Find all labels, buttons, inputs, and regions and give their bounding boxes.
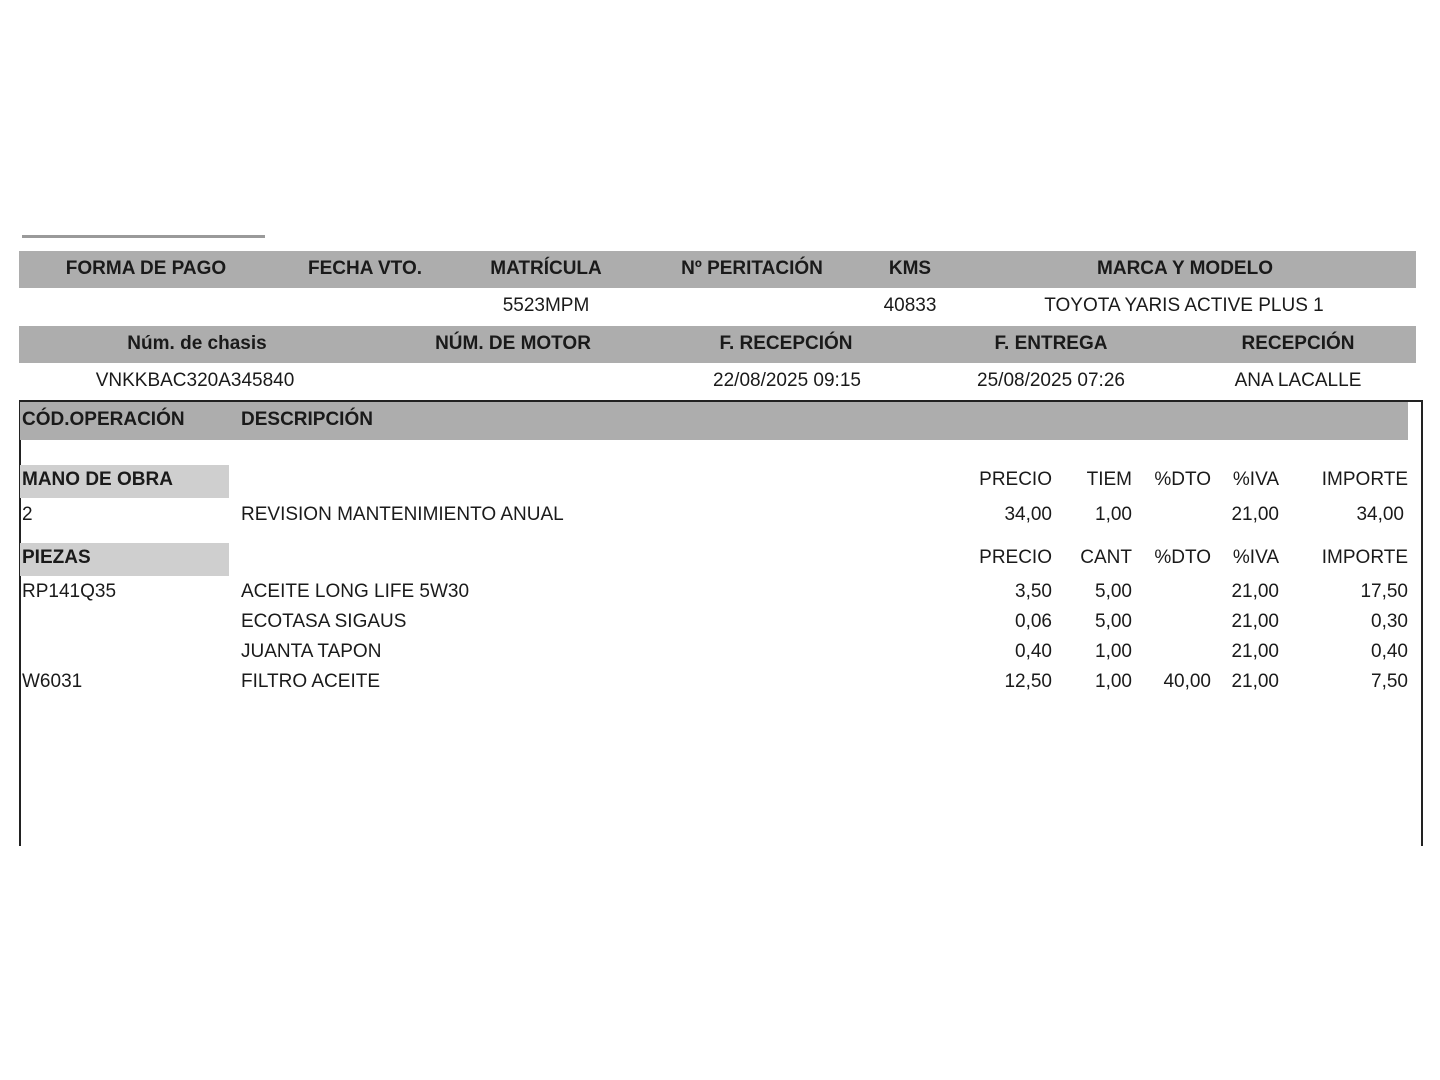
value-marca-modelo: TOYOTA YARIS ACTIVE PLUS 1: [1044, 295, 1324, 316]
value-f-recepcion: 22/08/2025 09:15: [713, 370, 861, 391]
section-piezas-title: PIEZAS: [22, 547, 91, 568]
header-chasis: Núm. de chasis: [127, 333, 267, 354]
table-row-iva: 21,00: [1231, 611, 1279, 632]
table-row-cant: 5,00: [1095, 581, 1132, 602]
table-row-importe: 34,00: [1356, 504, 1404, 525]
value-matricula: 5523MPM: [502, 295, 590, 316]
table-row-iva: 21,00: [1231, 504, 1279, 525]
header-fecha-vto: FECHA VTO.: [307, 258, 423, 279]
piezas-col-iva: %IVA: [1232, 547, 1279, 568]
table-row-codigo: RP141Q35: [22, 581, 117, 602]
top-rule: [22, 235, 265, 238]
mano-obra-col-iva: %IVA: [1232, 469, 1279, 490]
col-cod-operacion: CÓD.OPERACIÓN: [22, 409, 185, 430]
piezas-col-importe: IMPORTE: [1321, 547, 1408, 568]
section-mano-obra-title: MANO DE OBRA: [22, 469, 173, 490]
table-row-codigo: W6031: [22, 671, 83, 692]
header-forma-pago: FORMA DE PAGO: [65, 258, 227, 279]
table-row-iva: 21,00: [1231, 671, 1279, 692]
table-row-importe: 17,50: [1360, 581, 1408, 602]
table-row-precio: 34,00: [1004, 504, 1052, 525]
piezas-col-dto: %DTO: [1154, 547, 1211, 568]
value-chasis: VNKKBAC320A345840: [95, 370, 295, 391]
table-row-precio: 12,50: [1004, 671, 1052, 692]
header-matricula: MATRÍCULA: [490, 258, 602, 279]
table-row-importe: 0,40: [1371, 641, 1408, 662]
header-motor: NÚM. DE MOTOR: [435, 333, 591, 354]
mano-obra-col-importe: IMPORTE: [1321, 469, 1408, 490]
table-row-descripcion: REVISION MANTENIMIENTO ANUAL: [241, 504, 564, 525]
mano-obra-col-tiem: TIEM: [1086, 469, 1132, 490]
piezas-col-cant: CANT: [1080, 547, 1132, 568]
table-row-iva: 21,00: [1231, 581, 1279, 602]
table-row-cant: 1,00: [1095, 641, 1132, 662]
header-peritacion: Nº PERITACIÓN: [681, 258, 823, 279]
value-kms: 40833: [883, 295, 937, 316]
table-row-descripcion: JUANTA TAPON: [241, 641, 382, 662]
header-kms: KMS: [888, 258, 932, 279]
col-descripcion: DESCRIPCIÓN: [241, 409, 373, 430]
table-row-importe: 7,50: [1371, 671, 1408, 692]
table-row-dto: 40,00: [1163, 671, 1211, 692]
table-row-codigo: 2: [22, 504, 33, 525]
table-row-cant: 1,00: [1095, 671, 1132, 692]
table-row-cant: 5,00: [1095, 611, 1132, 632]
operations-header-bar: [20, 402, 1408, 440]
operations-box: [19, 400, 1423, 846]
header-recepcion: RECEPCIÓN: [1241, 333, 1355, 354]
table-row-precio: 3,50: [1015, 581, 1052, 602]
mano-obra-col-dto: %DTO: [1154, 469, 1211, 490]
header-f-entrega: F. ENTREGA: [994, 333, 1108, 354]
header-f-recepcion: F. RECEPCIÓN: [719, 333, 853, 354]
mano-obra-col-precio: PRECIO: [979, 469, 1052, 490]
table-row-descripcion: ECOTASA SIGAUS: [241, 611, 407, 632]
table-row-tiem: 1,00: [1095, 504, 1132, 525]
value-f-entrega: 25/08/2025 07:26: [977, 370, 1125, 391]
table-row-descripcion: ACEITE LONG LIFE 5W30: [241, 581, 470, 602]
table-row-importe: 0,30: [1371, 611, 1408, 632]
table-row-precio: 0,06: [1015, 611, 1052, 632]
table-row-descripcion: FILTRO ACEITE: [241, 671, 381, 692]
piezas-col-precio: PRECIO: [979, 547, 1052, 568]
value-recepcion: ANA LACALLE: [1234, 370, 1362, 391]
header-marca-modelo: MARCA Y MODELO: [1097, 258, 1273, 279]
table-row-iva: 21,00: [1231, 641, 1279, 662]
table-row-precio: 0,40: [1015, 641, 1052, 662]
